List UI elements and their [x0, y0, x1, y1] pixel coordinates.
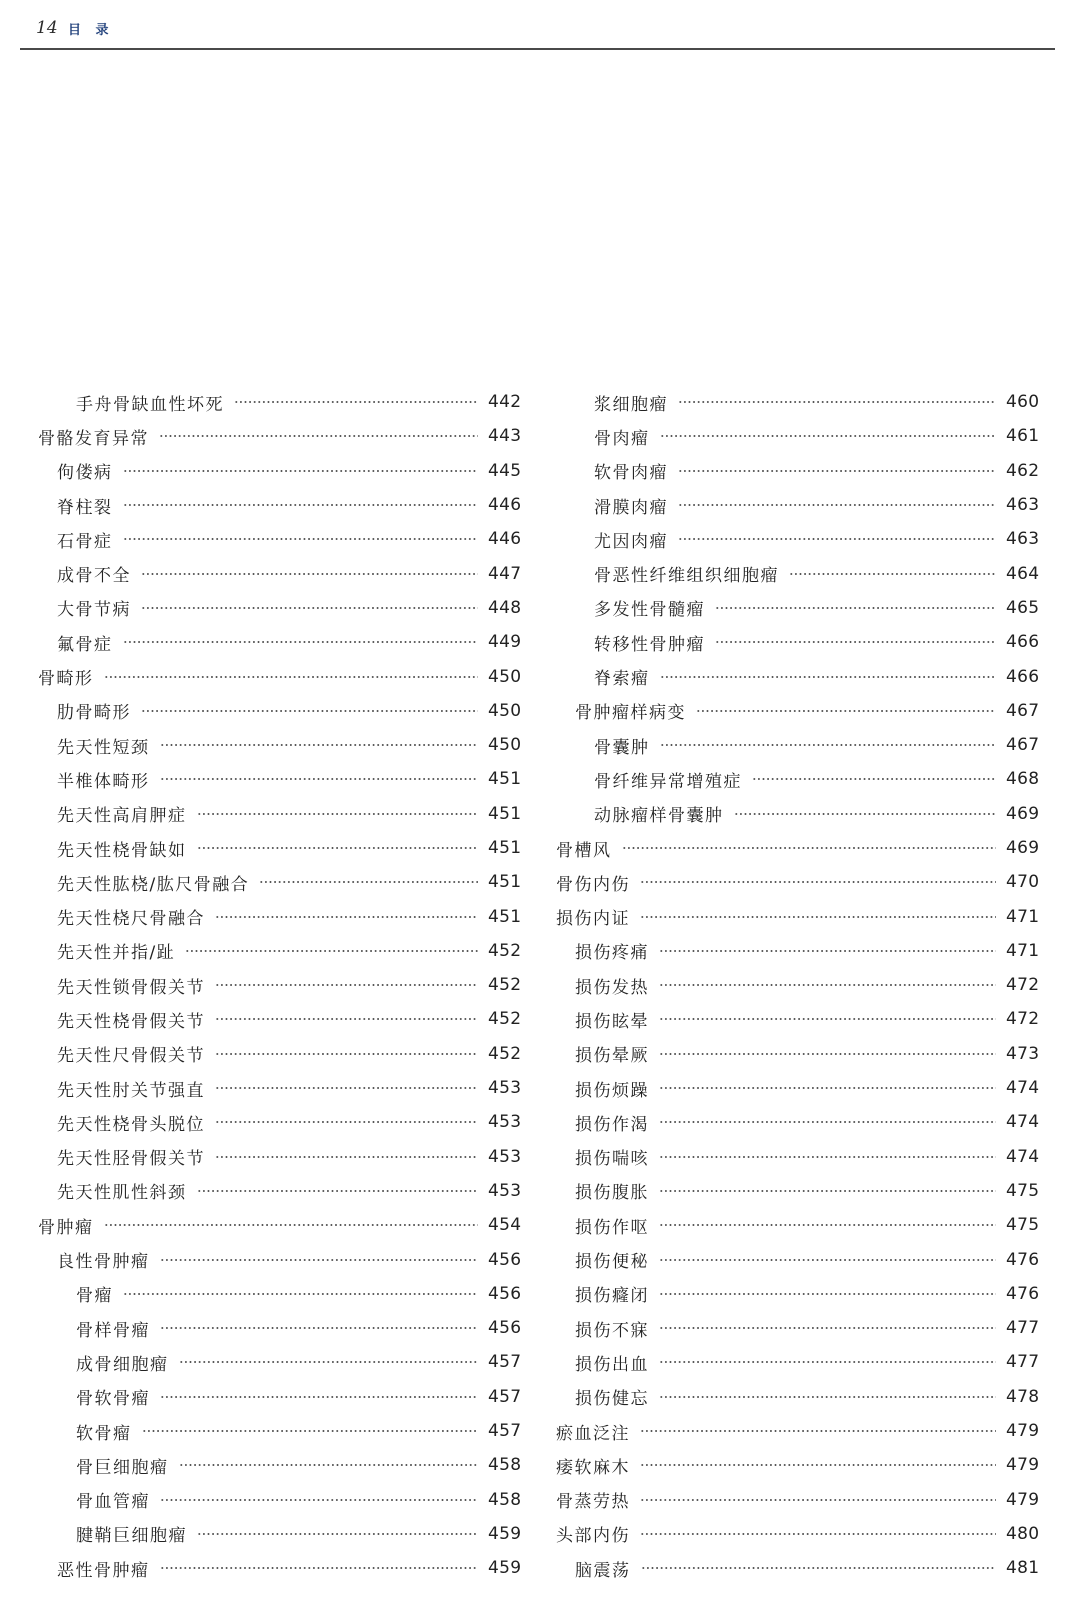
toc-entry-title: 损伤发热: [575, 977, 649, 998]
dot-leader: [659, 1396, 996, 1398]
dot-leader: [197, 1533, 478, 1535]
toc-entry[interactable]: [38, 625, 522, 659]
dot-leader: [678, 504, 996, 506]
toc-entry-page: 456: [488, 1318, 522, 1339]
toc-entry-page: 445: [488, 460, 522, 481]
dot-leader: [104, 676, 479, 678]
toc-entry-title: 损伤疼痛: [575, 943, 649, 964]
dot-leader: [659, 1361, 996, 1363]
toc-entry-page: 460: [1006, 392, 1040, 413]
toc-entry-page: 457: [488, 1386, 522, 1407]
toc-entry[interactable]: [556, 865, 1040, 899]
toc-entry[interactable]: [556, 899, 1040, 933]
toc-entry-page: 472: [1006, 975, 1040, 996]
toc-entry-page: 458: [488, 1455, 522, 1476]
toc-entry[interactable]: [38, 1448, 522, 1482]
toc-entry[interactable]: [556, 1037, 1040, 1071]
dot-leader: [640, 1464, 996, 1466]
dot-leader: [660, 744, 997, 746]
toc-entry-title: 先天性桡尺骨融合: [57, 909, 205, 930]
dot-leader: [678, 470, 996, 472]
toc-entry[interactable]: [38, 385, 522, 419]
page-number: 14: [36, 18, 58, 38]
toc-entry[interactable]: [38, 968, 522, 1002]
dot-leader: [640, 1533, 996, 1535]
toc-entry[interactable]: [556, 1483, 1040, 1517]
toc-entry-title: 骨伤内伤: [556, 874, 630, 895]
toc-entry[interactable]: [38, 1277, 522, 1311]
toc-entry-page: 463: [1006, 529, 1040, 550]
toc-entry[interactable]: [556, 1277, 1040, 1311]
toc-entry[interactable]: [38, 1551, 522, 1585]
toc-entry[interactable]: [38, 899, 522, 933]
toc-entry-page: 473: [1006, 1043, 1040, 1064]
toc-entry-title: 头部内伤: [556, 1526, 630, 1547]
toc-entry-title: 手舟骨缺血性坏死: [76, 394, 224, 415]
toc-entry[interactable]: [38, 659, 522, 693]
toc-entry-title: 转移性骨肿瘤: [594, 634, 705, 655]
dot-leader: [185, 950, 478, 952]
toc-entry-page: 453: [488, 1078, 522, 1099]
toc-entry[interactable]: [556, 1208, 1040, 1242]
toc-entry-title: 损伤癃闭: [575, 1286, 649, 1307]
toc-entry-title: 损伤不寐: [575, 1320, 649, 1341]
toc-entry[interactable]: [556, 522, 1040, 556]
dot-leader: [179, 1464, 479, 1466]
toc-entry-page: 447: [488, 563, 522, 584]
dot-leader: [142, 1430, 479, 1432]
toc-entry[interactable]: [38, 1414, 522, 1448]
toc-entry[interactable]: [38, 1071, 522, 1105]
toc-entry[interactable]: [556, 1380, 1040, 1414]
toc-entry-page: 452: [488, 975, 522, 996]
dot-leader: [660, 676, 997, 678]
toc-entry-page: 457: [488, 1352, 522, 1373]
toc-entry-page: 477: [1006, 1352, 1040, 1373]
dot-leader: [197, 847, 479, 849]
toc-entry-page: 443: [488, 426, 522, 447]
toc-entry-title: 恶性骨肿瘤: [57, 1560, 150, 1581]
dot-leader: [696, 710, 996, 712]
toc-entry-page: 462: [1006, 460, 1040, 481]
dot-leader: [659, 1121, 996, 1123]
dot-leader: [640, 1499, 996, 1501]
toc-entry-page: 471: [1006, 940, 1040, 961]
toc-left-column: [38, 385, 522, 1585]
toc-entry-title: 骨槽风: [556, 840, 612, 861]
toc-entry[interactable]: [38, 488, 522, 522]
toc-entry[interactable]: [556, 1071, 1040, 1105]
toc-entry-page: 451: [488, 803, 522, 824]
toc-entry-title: 腱鞘巨细胞瘤: [76, 1526, 187, 1547]
dot-leader: [160, 1499, 478, 1501]
toc-entry-page: 461: [1006, 426, 1040, 447]
toc-entry-title: 成骨细胞瘤: [76, 1354, 169, 1375]
toc-entry-title: 损伤烦躁: [575, 1080, 649, 1101]
dot-leader: [159, 435, 478, 437]
toc-entry-title: 骨血管瘤: [76, 1492, 150, 1513]
toc-entry-page: 452: [488, 1043, 522, 1064]
toc-entry[interactable]: [38, 1002, 522, 1036]
dot-leader: [640, 1430, 996, 1432]
toc-entry-title: 骨肉瘤: [594, 428, 650, 449]
toc-entry-title: 动脉瘤样骨囊肿: [594, 806, 724, 827]
dot-leader: [752, 778, 996, 780]
toc-entry-page: 459: [488, 1558, 522, 1579]
toc-entry-page: 469: [1006, 803, 1040, 824]
toc-entry-page: 479: [1006, 1421, 1040, 1442]
toc-entry-page: 480: [1006, 1523, 1040, 1544]
toc-entry[interactable]: [38, 591, 522, 625]
dot-leader: [123, 1293, 478, 1295]
toc-entry-page: 454: [488, 1215, 522, 1236]
toc-entry-page: 467: [1006, 700, 1040, 721]
toc-entry-title: 损伤健忘: [575, 1389, 649, 1410]
toc-entry-title: 损伤腹胀: [575, 1183, 649, 1204]
dot-leader: [104, 1224, 479, 1226]
toc-entry-title: 骨恶性纤维组织细胞瘤: [594, 566, 779, 587]
toc-entry-title: 氟骨症: [57, 634, 113, 655]
toc-entry-title: 骨畸形: [38, 669, 94, 690]
toc-entry-page: 453: [488, 1180, 522, 1201]
dot-leader: [659, 1087, 996, 1089]
dot-leader: [160, 1259, 479, 1261]
toc-entry[interactable]: [556, 488, 1040, 522]
toc-entry-page: 449: [488, 632, 522, 653]
dot-leader: [197, 813, 479, 815]
toc-entry-title: 成骨不全: [57, 566, 131, 587]
dot-leader: [659, 1190, 996, 1192]
toc-entry-title: 浆细胞瘤: [594, 394, 668, 415]
toc-entry-title: 先天性桡骨头脱位: [57, 1114, 205, 1135]
toc-entry-page: 457: [488, 1421, 522, 1442]
toc-entry-page: 456: [488, 1283, 522, 1304]
toc-entry-page: 450: [488, 735, 522, 756]
toc-entry-title: 损伤内证: [556, 909, 630, 930]
toc-entry[interactable]: [38, 522, 522, 556]
toc-entry[interactable]: [556, 1140, 1040, 1174]
toc-entry-page: 477: [1006, 1318, 1040, 1339]
toc-entry[interactable]: [38, 762, 522, 796]
toc-entry-page: 446: [488, 495, 522, 516]
toc-entry[interactable]: [38, 454, 522, 488]
toc-entry-title: 软骨肉瘤: [594, 463, 668, 484]
toc-entry[interactable]: [556, 1002, 1040, 1036]
toc-entry-page: 479: [1006, 1455, 1040, 1476]
dot-leader: [215, 1087, 478, 1089]
toc-entry-page: 465: [1006, 597, 1040, 618]
toc-entry[interactable]: [556, 591, 1040, 625]
toc-entry[interactable]: [38, 1208, 522, 1242]
toc-entry-page: 466: [1006, 632, 1040, 653]
toc-entry[interactable]: [38, 1483, 522, 1517]
toc-entry[interactable]: [556, 934, 1040, 968]
toc-entry-title: 损伤出血: [575, 1354, 649, 1375]
toc-entry[interactable]: [38, 694, 522, 728]
toc-entry[interactable]: [38, 1174, 522, 1208]
toc-entry[interactable]: [556, 1345, 1040, 1379]
toc-entry-title: 脊柱裂: [57, 497, 113, 518]
toc-entry-title: 损伤便秘: [575, 1252, 649, 1273]
toc-entry-title: 滑膜肉瘤: [594, 497, 668, 518]
toc-entry-title: 先天性桡骨假关节: [57, 1011, 205, 1032]
dot-leader: [160, 1396, 478, 1398]
dot-leader: [659, 1053, 996, 1055]
toc-entry[interactable]: [556, 454, 1040, 488]
dot-leader: [160, 744, 479, 746]
toc-entry[interactable]: [556, 625, 1040, 659]
dot-leader: [215, 916, 478, 918]
dot-leader: [215, 984, 478, 986]
dot-leader: [215, 1156, 478, 1158]
toc-entry-page: 479: [1006, 1489, 1040, 1510]
dot-leader: [215, 1121, 478, 1123]
toc-entry-title: 瘀血泛注: [556, 1423, 630, 1444]
toc-entry[interactable]: [556, 1105, 1040, 1139]
toc-entry-page: 453: [488, 1146, 522, 1167]
toc-entry-page: 451: [488, 769, 522, 790]
toc-entry[interactable]: [556, 1174, 1040, 1208]
toc-entry-title: 骨软骨瘤: [76, 1389, 150, 1410]
dot-leader: [734, 813, 997, 815]
dot-leader: [715, 607, 996, 609]
toc-entry-title: 软骨瘤: [76, 1423, 132, 1444]
toc-entry[interactable]: [556, 831, 1040, 865]
toc-entry-title: 损伤作渴: [575, 1114, 649, 1135]
toc-entry-title: 先天性锁骨假关节: [57, 977, 205, 998]
dot-leader: [123, 470, 479, 472]
toc-entry-title: 先天性肘关节强直: [57, 1080, 205, 1101]
header-rule: [20, 48, 1055, 50]
toc-entry-page: 467: [1006, 735, 1040, 756]
dot-leader: [234, 401, 478, 403]
section-title: 目 录: [68, 23, 114, 38]
toc-entry-page: 463: [1006, 495, 1040, 516]
toc-entry-page: 448: [488, 597, 522, 618]
toc-entry[interactable]: [556, 797, 1040, 831]
toc-entry[interactable]: [556, 1414, 1040, 1448]
dot-leader: [123, 641, 479, 643]
toc-entry[interactable]: [556, 1517, 1040, 1551]
toc-entry[interactable]: [556, 1311, 1040, 1345]
toc-entry-title: 损伤眩晕: [575, 1011, 649, 1032]
toc-entry[interactable]: [38, 1311, 522, 1345]
dot-leader: [123, 504, 479, 506]
toc-entry-title: 骨肿瘤: [38, 1217, 94, 1238]
toc-entry[interactable]: [556, 556, 1040, 590]
toc-entry-page: 453: [488, 1112, 522, 1133]
toc-entry-title: 多发性骨髓瘤: [594, 600, 705, 621]
toc-entry[interactable]: [556, 1242, 1040, 1276]
toc-entry-page: 471: [1006, 906, 1040, 927]
toc-entry-title: 骨骼发育异常: [38, 428, 149, 449]
toc-entry[interactable]: [38, 797, 522, 831]
toc-entry[interactable]: [38, 728, 522, 762]
toc-entry-page: 476: [1006, 1249, 1040, 1270]
dot-leader: [659, 984, 996, 986]
toc-entry[interactable]: [38, 1345, 522, 1379]
toc-entry-title: 骨囊肿: [594, 737, 650, 758]
toc-entry-title: 骨蒸劳热: [556, 1492, 630, 1513]
toc-entry-title: 脊索瘤: [594, 669, 650, 690]
toc-entry-page: 474: [1006, 1078, 1040, 1099]
toc-entry[interactable]: [38, 419, 522, 453]
toc-entry-title: 尤因肉瘤: [594, 531, 668, 552]
dot-leader: [123, 538, 479, 540]
toc-entry-title: 先天性肌性斜颈: [57, 1183, 187, 1204]
toc-entry-page: 446: [488, 529, 522, 550]
dot-leader: [659, 1293, 996, 1295]
toc-entry[interactable]: [38, 865, 522, 899]
dot-leader: [678, 401, 996, 403]
toc-entry[interactable]: [38, 1242, 522, 1276]
toc-entry-title: 损伤喘咳: [575, 1149, 649, 1170]
dot-leader: [160, 1567, 479, 1569]
toc-entry[interactable]: [556, 659, 1040, 693]
dot-leader: [160, 778, 479, 780]
toc-entry-page: 474: [1006, 1112, 1040, 1133]
toc-entry-page: 450: [488, 666, 522, 687]
toc-entry-title: 骨纤维异常增殖症: [594, 771, 742, 792]
toc-entry-page: 475: [1006, 1180, 1040, 1201]
dot-leader: [659, 1327, 996, 1329]
dot-leader: [660, 435, 997, 437]
dot-leader: [141, 710, 478, 712]
toc-entry-title: 良性骨肿瘤: [57, 1252, 150, 1273]
toc-entry[interactable]: [38, 1517, 522, 1551]
dot-leader: [259, 881, 478, 883]
toc-entry-title: 痿软麻木: [556, 1457, 630, 1478]
toc-entry-title: 半椎体畸形: [57, 771, 150, 792]
toc-entry[interactable]: [556, 968, 1040, 1002]
toc-entry[interactable]: [556, 728, 1040, 762]
toc-entry-title: 先天性高肩胛症: [57, 806, 187, 827]
toc-entry-page: 458: [488, 1489, 522, 1510]
toc-entry-title: 先天性短颈: [57, 737, 150, 758]
dot-leader: [640, 881, 996, 883]
dot-leader: [715, 641, 996, 643]
toc-entry-page: 456: [488, 1249, 522, 1270]
toc-entry-title: 先天性尺骨假关节: [57, 1046, 205, 1067]
dot-leader: [659, 1018, 996, 1020]
toc-entry[interactable]: [38, 831, 522, 865]
dot-leader: [641, 1567, 997, 1569]
dot-leader: [215, 1053, 478, 1055]
toc-entry-title: 先天性肱桡/肱尺骨融合: [57, 874, 250, 895]
toc-entry-page: 452: [488, 1009, 522, 1030]
toc-entry-title: 肋骨畸形: [57, 703, 131, 724]
dot-leader: [640, 916, 996, 918]
toc-entry-page: 481: [1006, 1558, 1040, 1579]
toc-entry-title: 骨巨细胞瘤: [76, 1457, 169, 1478]
dot-leader: [160, 1327, 478, 1329]
toc-entry-page: 464: [1006, 563, 1040, 584]
toc-entry-title: 大骨节病: [57, 600, 131, 621]
toc-entry-title: 先天性胫骨假关节: [57, 1149, 205, 1170]
dot-leader: [141, 573, 478, 575]
toc-entry[interactable]: [556, 762, 1040, 796]
toc-entry-page: 470: [1006, 872, 1040, 893]
toc-entry-title: 石骨症: [57, 531, 113, 552]
toc-entry-title: 先天性桡骨缺如: [57, 840, 187, 861]
dot-leader: [141, 607, 478, 609]
toc-entry-title: 损伤晕厥: [575, 1046, 649, 1067]
toc-entry-page: 450: [488, 700, 522, 721]
toc-entry-page: 451: [488, 838, 522, 858]
dot-leader: [659, 950, 996, 952]
toc-entry-page: 466: [1006, 666, 1040, 687]
toc-entry[interactable]: [556, 419, 1040, 453]
toc-entry-page: 459: [488, 1523, 522, 1544]
toc-entry-page: 478: [1006, 1386, 1040, 1407]
toc-entry-page: 442: [488, 392, 522, 413]
toc-entry-page: 474: [1006, 1146, 1040, 1167]
toc-entry[interactable]: [38, 1380, 522, 1414]
page-header: [0, 0, 1075, 60]
toc-entry[interactable]: [38, 556, 522, 590]
toc-entry-title: 骨瘤: [76, 1286, 113, 1307]
toc-entry-page: 468: [1006, 769, 1040, 790]
dot-leader: [197, 1190, 479, 1192]
toc-right-column: [556, 385, 1040, 1585]
dot-leader: [659, 1156, 996, 1158]
toc-entry[interactable]: [38, 1140, 522, 1174]
toc-entry[interactable]: [38, 1105, 522, 1139]
toc-entry[interactable]: [38, 934, 522, 968]
toc-entry-title: 先天性并指/趾: [57, 943, 176, 964]
toc-entry-page: 451: [488, 872, 522, 893]
toc-entry-title: 骨肿瘤样病变: [575, 703, 686, 724]
dot-leader: [622, 847, 997, 849]
dot-leader: [678, 538, 996, 540]
toc-entry-page: 451: [488, 906, 522, 927]
toc-entry[interactable]: [556, 385, 1040, 419]
toc-entry[interactable]: [556, 1448, 1040, 1482]
toc-entry-title: 佝偻病: [57, 463, 113, 484]
toc-entry-page: 472: [1006, 1009, 1040, 1030]
toc-entry-page: 475: [1006, 1215, 1040, 1236]
dot-leader: [659, 1224, 996, 1226]
toc-entry-page: 476: [1006, 1283, 1040, 1304]
toc-entry[interactable]: [38, 1037, 522, 1071]
toc-entry-title: 脑震荡: [575, 1560, 631, 1581]
dot-leader: [789, 573, 996, 575]
toc-entry[interactable]: [556, 694, 1040, 728]
dot-leader: [179, 1361, 479, 1363]
toc-entry[interactable]: [556, 1551, 1040, 1585]
toc-entry-title: 损伤作呕: [575, 1217, 649, 1238]
dot-leader: [659, 1259, 996, 1261]
dot-leader: [215, 1018, 478, 1020]
toc-entry-page: 452: [488, 940, 522, 961]
toc-entry-title: 骨样骨瘤: [76, 1320, 150, 1341]
toc-entry-page: 469: [1006, 838, 1040, 858]
